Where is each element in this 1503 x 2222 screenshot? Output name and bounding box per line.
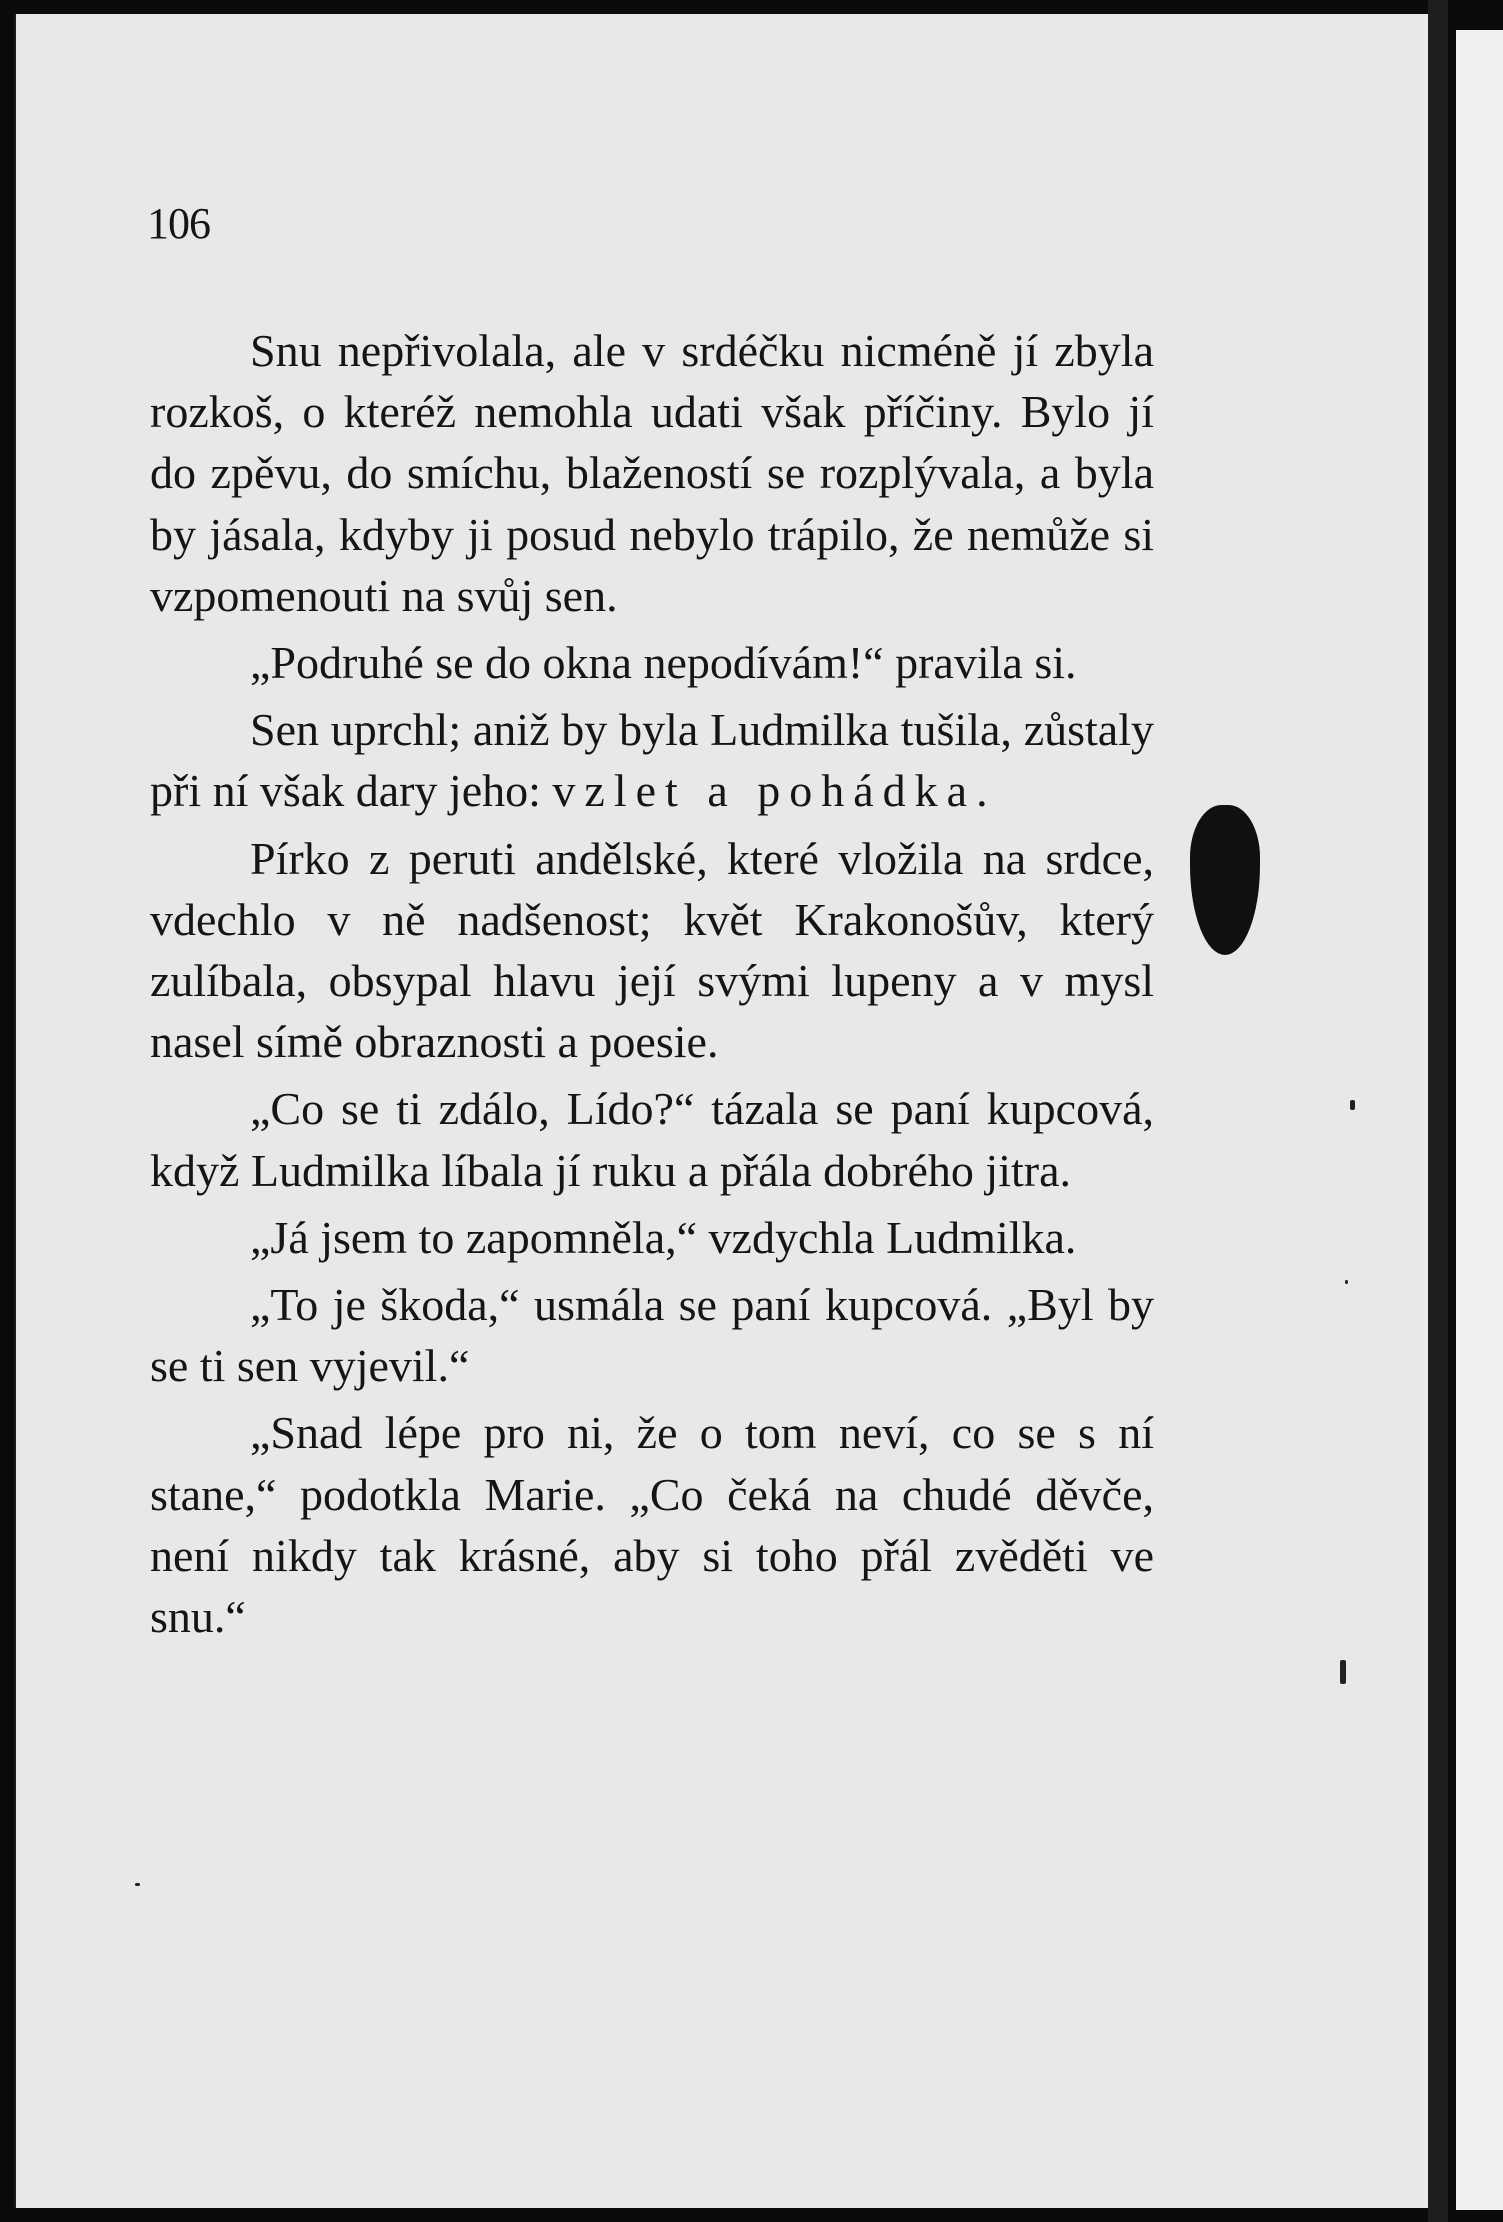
paragraph: Snu nepřivolala, ale v srdéčku nicméně jí zbyla rozkoš, o kteréž nemohla udati však příčiny. Bylo jí do zpěvu, do smíchu, blažeností se rozplývala, a byla by jásala, kdyby ji posud nebylo trápilo, že nemůže si vzpomenouti na svůj sen. xyxy=(150,325,1154,621)
dust-speck xyxy=(1345,1280,1348,1284)
dust-speck xyxy=(135,1883,140,1886)
paragraph: „Co se ti zdálo, Lído?“ tázala se paní kupcová, když Ludmilka líbala jí ruku a přála dobrého jitra. xyxy=(150,1083,1154,1196)
facing-page-edge xyxy=(1448,30,1503,2210)
paragraph: „Já jsem to zapomněla,“ vzdychla Ludmilka. xyxy=(250,1211,1077,1263)
paragraph-text: . xyxy=(976,765,988,817)
body-text xyxy=(150,320,1154,1647)
paragraph: „To je škoda,“ usmála se paní kupcová. „Byl by se ti sen vyjevil.“ xyxy=(150,1279,1154,1392)
paragraph-text: Sen uprchl; aniž by byla Ludmilka tušila, zůstaly při ní však dary jeho: xyxy=(150,704,1154,817)
emphasized-text: vzlet a pohádka xyxy=(552,765,977,817)
paragraph: „Snad lépe pro ni, že o tom neví, co se s ní stane,“ podotkla Marie. „Co čeká na chudé děvče, není nikdy tak krásné, aby si toho přál zvěděti ve snu.“ xyxy=(150,1407,1154,1643)
page-number: 106 xyxy=(147,199,210,248)
dust-speck xyxy=(1340,1660,1346,1684)
paragraph: Pírko z peruti andělské, které vložila na srdce, vdechlo v ně nadšenost; květ Krakonošův, který zulíbala, obsypal hlavu její svými lupeny a v mysl nasel símě obraznosti a poesie. xyxy=(150,832,1154,1068)
book-spine-shadow xyxy=(1428,0,1448,2222)
paragraph: „Podruhé se do okna nepodívám!“ pravila si. xyxy=(250,637,1077,689)
paragraph xyxy=(150,699,1154,821)
dust-speck xyxy=(1350,1100,1355,1110)
